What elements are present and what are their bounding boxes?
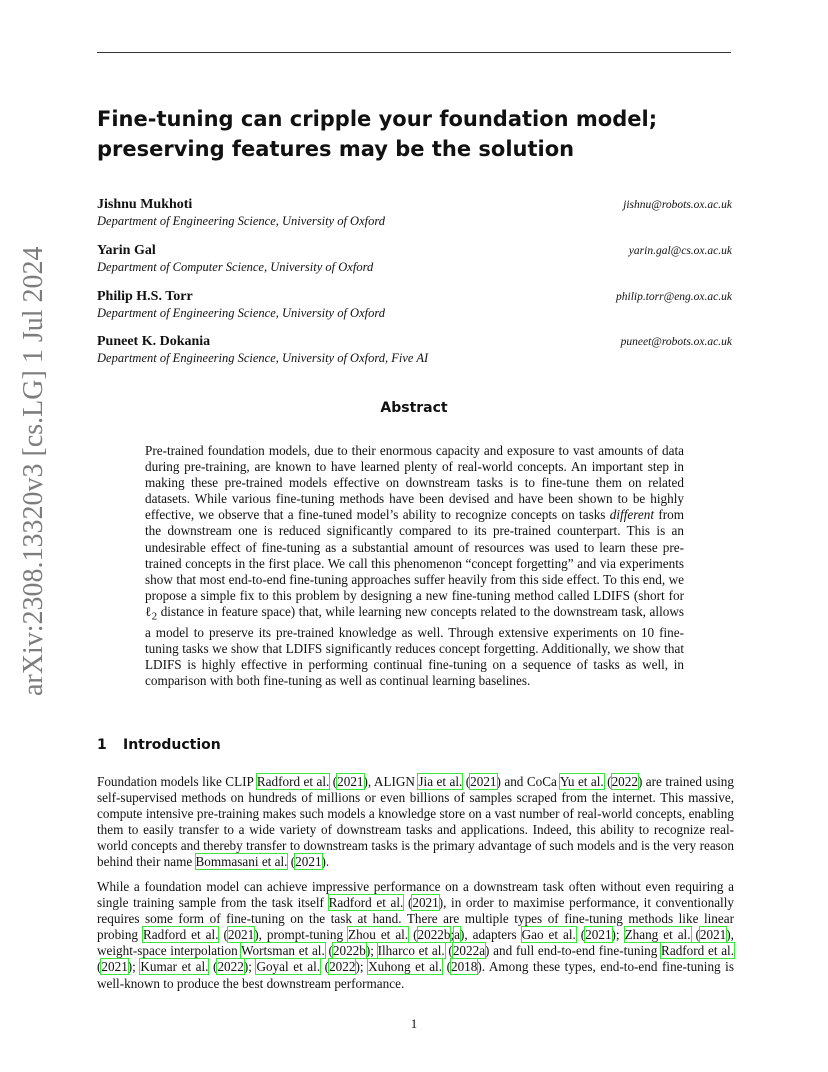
page-number: 1 [410,1016,418,1031]
author-affiliation: Department of Computer Science, University of Oxford [97,260,374,274]
citation-link[interactable]: Xuhong et al. [368,959,443,975]
abstract-part: distance in feature space) that, while learning new concepts related to the downstream task, allows a model to preserve its pre-trained knowledge as well. Through extensive experiments on 10 fine-tuning tasks we show that LDIFS significantly reduces concept forgetting. Additionally, we show that LDIFS is highly effective in performing continual fine-tuning on a sequence of tasks as well, in comparison with both fine-tuning as well as continual learning baselines. [145,603,684,688]
citation-link[interactable]: 2021 [227,927,255,943]
author-email[interactable]: yarin.gal@cs.ox.ac.uk [628,245,732,257]
citation-link[interactable]: Yu et al. [559,774,604,789]
citation-link[interactable]: Radford et al. [661,943,735,959]
author-block [97,243,737,275]
abstract-subscript: 2 [151,610,158,623]
intro-paragraph-1 [97,774,734,871]
citation-link[interactable]: 2021 [337,774,364,789]
paragraph-text: ( [329,774,338,789]
citation-link[interactable]: Wortsman et al. [241,943,325,959]
author-name: Yarin Gal [97,243,156,258]
citation-link[interactable]: 2021 [101,959,128,975]
paragraph-text: ); [611,927,625,943]
citation-link[interactable]: Zhou et al. [348,927,409,943]
paragraph-text: ), prompt-tuning [254,927,349,943]
paragraph-text: Foundation models like CLIP [97,774,257,789]
citation-link[interactable]: 2018 [450,959,478,975]
paragraph-text: While a foundation model can achieve impressive performance on a downstream task often without even requiring a single training sample from the task itself [97,879,734,911]
citation-link[interactable]: 2021 [699,927,727,943]
paragraph-text: ( [444,943,453,959]
intro-paragraph-2 [97,879,734,992]
paragraph-text: ( [208,959,218,975]
citation-link[interactable]: 2022 [329,959,356,975]
citation-link[interactable]: Radford et al. [328,895,404,911]
paragraph-text: ; [450,927,455,943]
paragraph-text: ) and CoCa [496,774,560,789]
abstract-part: Pre-trained foundation models, due to their enormous capacity and exposure to vast amounts of data during pre-training, are known to have learned plenty of real-world concepts. An important step in making these pre-trained models effective on downstream tasks is to fine-tune them on related datasets. While various fine-tuning methods have been devised and have been shown to be highly effective, we observe that a fine-tuned model’s ability to recognize concepts on tasks [145,443,684,523]
citation-link[interactable]: Radford et al. [143,927,219,943]
abstract-heading: Abstract [380,400,448,416]
citation-link[interactable]: Goyal et al. [256,959,321,975]
paragraph-text: ( [442,959,451,975]
header-rule [97,52,731,53]
citation-link[interactable]: 2022b [332,943,366,959]
paragraph-text: ( [218,927,228,943]
paragraph-text: ); [127,959,141,975]
citation-link[interactable]: 2022b [417,927,451,943]
arxiv-identifier-stamp[interactable]: arXiv:2308.13320v3 [cs.LG] 1 Jul 2024 [18,246,49,696]
citation-link[interactable]: 2022 [611,774,638,789]
citation-link[interactable]: Zhang et al. [624,927,691,943]
author-affiliation: Department of Engineering Science, University of Oxford [97,306,386,320]
paragraph-text: ), in order to maximise performance, it conventionally requires some form of fine-tuning on the task at hand. There are multiple types of fine-tuning methods like linear probing [97,895,734,943]
paragraph-text: ). [321,854,330,870]
citation-link[interactable]: Kumar et al. [140,959,209,975]
citation-link[interactable]: Jia et al. [418,774,463,789]
paper-title: Fine-tuning can cripple your foundation model; preserving features may be the solution [97,107,658,161]
paragraph-text: ), adapters [460,927,522,943]
author-block [97,334,737,366]
paragraph-text: ( [320,959,330,975]
section-title: Introduction [123,737,221,753]
paragraph-text: ) are trained using self-supervised methods on hundreds of millions or even billions of samples scraped from the internet. This massive, compute intensive pre-training makes such models a knowledge store on a vast number of real-world concepts, enabling them to easily transfer to a wide variety of downstream tasks and applications. Indeed, this ability to recognize real-world concepts and thereby transfer to downstream tasks is the primary advantage of such models and is the very reason behind their name [97,774,734,870]
paragraph-text: ( [324,943,333,959]
paragraph-text: ( [403,895,413,911]
author-email[interactable]: philip.torr@eng.ox.ac.uk [616,291,732,303]
paragraph-text: ( [97,959,102,975]
abstract-part: from the downstream one is reduced significantly compared to its pre-trained counterpart. This is an undesirable effect of fine-tuning as a substantial amount of resources was used to learn these pre-trained concepts in the first place. We call this phenomenon “concept forgetting” and via experiments show that most end-to-end fine-tuning approaches suffer heavily from this side effect. To this end, we propose a simple fix to this problem by designing a new fine-tuning method called LDIFS (short for ℓ [145,507,684,619]
paragraph-text: ( [408,927,418,943]
citation-link[interactable]: 2021 [585,927,612,943]
paragraph-text: ) and full end-to-end fine-tuning [485,943,662,959]
citation-link[interactable]: Bommasani et al. [195,854,288,870]
paragraph-text: ); [355,959,369,975]
author-block [97,197,737,229]
citation-link[interactable]: 2021 [412,895,439,911]
citation-link[interactable]: 2022 [217,959,244,975]
paragraph-text: ), ALIGN [363,774,419,789]
paragraph-text: ), weight-space interpolation [97,927,734,959]
abstract-emphasis: different [609,507,654,523]
author-block [97,289,737,321]
citation-link[interactable]: a [454,927,460,943]
paragraph-text: ). Among these types, end-to-end fine-tuning is well-known to produce the best downstream performance. [97,959,734,991]
author-name: Philip H.S. Torr [97,289,193,304]
citation-link[interactable]: 2022a [452,943,486,959]
citation-link[interactable]: Radford et al. [256,774,330,789]
section-number: 1 [97,737,107,753]
paragraph-text: ( [462,774,471,789]
paragraph-text: ( [603,774,612,789]
paragraph-text: ); [243,959,257,975]
paragraph-text: ( [575,927,586,943]
author-affiliation: Department of Engineering Science, University of Oxford [97,214,386,228]
author-affiliation: Department of Engineering Science, University of Oxford, Five AI [97,351,429,365]
paragraph-text: ); [365,943,378,959]
author-email[interactable]: jishnu@robots.ox.ac.uk [623,199,732,211]
citation-link[interactable]: Ilharco et al. [377,943,445,959]
citation-link[interactable]: 2021 [470,774,497,789]
citation-link[interactable]: Gao et al. [521,927,576,943]
abstract-text [145,443,684,689]
paragraph-text: ( [287,854,296,870]
author-email[interactable]: puneet@robots.ox.ac.uk [620,336,732,348]
section-heading [97,737,221,753]
author-name: Puneet K. Dokania [97,334,211,349]
author-name: Jishnu Mukhoti [97,197,193,212]
citation-link[interactable]: 2021 [295,854,322,870]
paragraph-text: ( [690,927,700,943]
